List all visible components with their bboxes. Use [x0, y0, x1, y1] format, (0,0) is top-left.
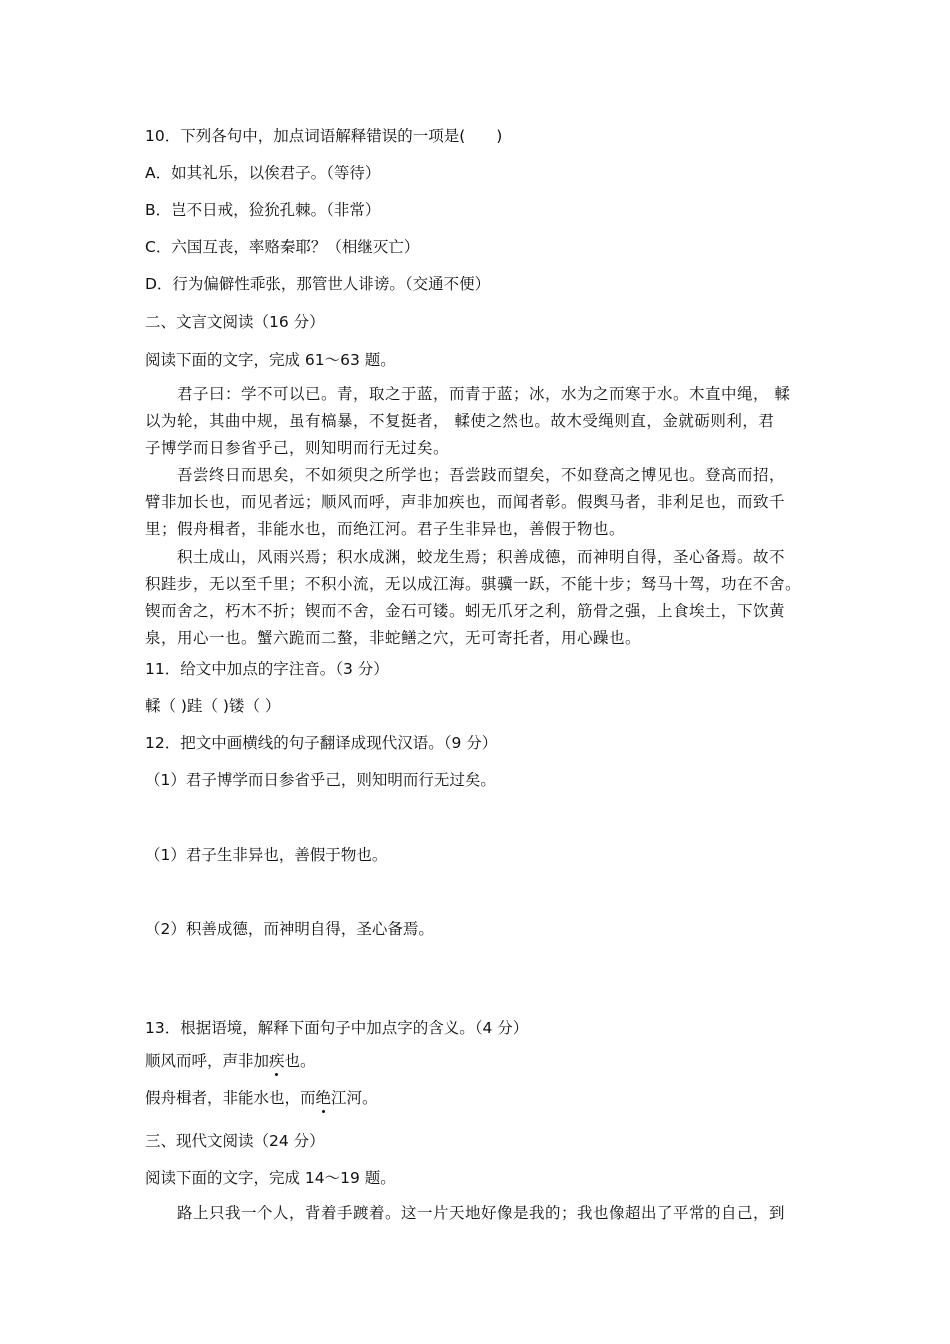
q10-option-d: D．行为偏僻性乖张，那管世人诽谤。（交通不便）: [145, 275, 491, 293]
q12-item-1: （1）君子博学而日参省乎己，则知明而行无过矣。: [145, 771, 496, 789]
q12-stem: 12．把文中画横线的句子翻译成现代汉语。（9 分）: [145, 734, 498, 752]
passage-line: 积土成山，风雨兴焉；积水成渊，蛟龙生焉；积善成德，而神明自得，圣心备焉。故不: [177, 548, 786, 566]
passage-line: 路上只我一个人，背着手踱着。这一片天地好像是我的；我也像超出了平常的自己，到: [177, 1204, 786, 1222]
dotted-character: 绝: [315, 1089, 332, 1107]
q12-item-3: （2）积善成德，而神明自得，圣心备焉。: [145, 920, 434, 938]
passage-line: 君子曰：学不可以已。青，取之于蓝，而青于蓝；冰，水为之而寒于水。木直中绳， 輮: [177, 385, 791, 403]
section3-instruction: 阅读下面的文字，完成 14～19 题。: [145, 1169, 396, 1187]
q11-answer-line: 輮（ )跬（ )镂（ ）: [145, 697, 281, 715]
q10-stem: 10．下列各句中，加点词语解释错误的一项是( ): [145, 127, 503, 145]
sentence-text: 也。: [284, 1052, 316, 1070]
q13-sentence-1: [145, 1051, 316, 1071]
passage-line: 以为轮，其曲中规，虽有槁暴，不复挺者， 輮使之然也。故木受绳则直，金就砺则利，君: [145, 412, 775, 430]
passage-line: 泉，用心一也。蟹六跪而二螯，非蛇鳝之穴，无可寄托者，用心躁也。: [145, 629, 642, 647]
q10-option-a: A．如其礼乐，以俟君子。（等待）: [145, 164, 381, 182]
section3-title: 三、现代文阅读（24 分）: [145, 1132, 325, 1150]
q13-stem: 13．根据语境，解释下面句子中加点字的含义。（4 分）: [145, 1019, 529, 1037]
q12-item-2: （1）君子生非异也，善假于物也。: [145, 846, 388, 864]
section2-instruction: 阅读下面的文字，完成 61～63 题。: [145, 351, 396, 369]
sentence-text: 假舟楫者，非能水也，而: [145, 1089, 316, 1107]
passage-line: 锲而舍之，朽木不折；锲而不舍，金石可镂。蚓无爪牙之利，筋骨之强，上食埃土，下饮黄: [145, 602, 786, 620]
section2-title: 二、文言文阅读（16 分）: [145, 313, 325, 331]
passage-line: 积跬步，无以至千里；不积小流，无以成江海。骐骥一跃，不能十步；驽马十驾，功在不舍。: [145, 575, 802, 593]
sentence-text: 江河。: [331, 1089, 378, 1107]
q11-stem: 11．给文中加点的字注音。（3 分）: [145, 660, 389, 678]
passage-line: 吾尝终日而思矣，不如须臾之所学也；吾尝跂而望矣，不如登高之博见也。登高而招，: [177, 466, 786, 484]
sentence-text: 顺风而呼，声非加: [145, 1052, 270, 1070]
q13-sentence-2: [145, 1088, 378, 1108]
passage-line: 子博学而日参省乎己，则知明而行无过矣。: [145, 439, 450, 457]
q10-option-b: B．岂不日戒，猃狁孔棘。（非常）: [145, 201, 381, 219]
dotted-character: 疾: [269, 1052, 285, 1070]
passage-line: 里；假舟楫者，非能水也，而绝江河。君子生非异也，善假于物也。: [145, 520, 626, 538]
q10-option-c: C．六国互丧，率赂秦耶？（相继灭亡）: [145, 238, 420, 256]
passage-line: 臂非加长也，而见者远；顺风而呼，声非加疾也，而闻者彰。假舆马者，非利足也，而致千: [145, 493, 786, 511]
